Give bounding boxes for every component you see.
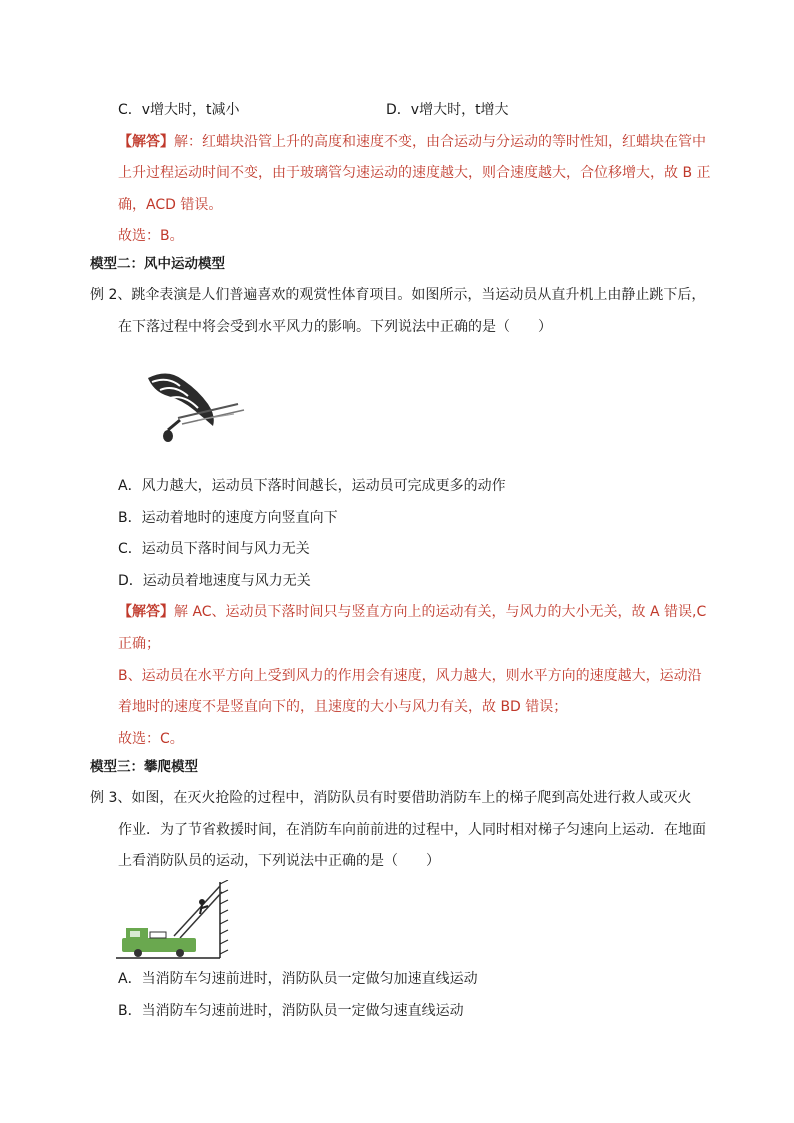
model2-option-c: C．运动员下落时间与风力无关	[118, 541, 310, 557]
model2-heading: 模型二：风中运动模型	[90, 256, 225, 272]
answer-tag: 【解答】	[118, 604, 174, 620]
model3-option-a: A．当消防车匀速前进时，消防队员一定做匀加速直线运动	[118, 971, 478, 987]
model2-answer-line-3: B、运动员在水平方向上受到风力的作用会有速度，风力越大，则水平方向的速度越大，运动沿	[118, 668, 702, 684]
ex1-answer-line-3: 确，ACD 错误。	[118, 197, 223, 213]
model2-question-line-2: 在下落过程中将会受到水平风力的影响。下列说法中正确的是（ ）	[118, 319, 552, 335]
model2-option-b: B．运动着地时的速度方向竖直向下	[118, 510, 338, 526]
model2-question-line-1: 例 2、跳伞表演是人们普遍喜欢的观赏性体育项目。如图所示，当运动员从直升机上由静止跳下后，	[90, 287, 706, 303]
model2-answer-line-4: 着地时的速度不是竖直向下的，且速度的大小与风力有关，故 BD 错误；	[118, 699, 568, 715]
model2-option-a: A．风力越大，运动员下落时间越长，运动员可完成更多的动作	[118, 478, 506, 494]
model3-heading: 模型三：攀爬模型	[90, 759, 198, 775]
option-c: C．v增大时，t减小	[118, 102, 240, 118]
model2-answer-line-1: 【解答】解 AC、运动员下落时间只与竖直方向上的运动有关，与风力的大小无关，故 A 错误,C	[118, 604, 707, 620]
model2-option-d: D．运动员着地速度与风力无关	[118, 573, 311, 589]
fire-truck-figure	[116, 880, 232, 962]
model3-option-b: B．当消防车匀速前进时，消防队员一定做匀速直线运动	[118, 1003, 464, 1019]
model3-question-line-1: 例 3、如图，在灭火抢险的过程中，消防队员有时要借助消防车上的梯子爬到高处进行救人或灭火	[90, 790, 692, 806]
skydiver-figure	[138, 368, 250, 450]
model3-question-line-3: 上看消防队员的运动，下列说法中正确的是（ ）	[118, 853, 440, 869]
ex1-answer-choice: 故选：B。	[118, 228, 184, 244]
model2-answer-choice: 故选：C。	[118, 731, 184, 747]
ex1-answer-line-1: 【解答】解：红蜡块沿管上升的高度和速度不变，由合运动与分运动的等时性知，红蜡块在管中	[118, 134, 706, 150]
option-d: D．v增大时，t增大	[386, 102, 509, 118]
model3-question-line-2: 作业．为了节省救援时间，在消防车向前前进的过程中，人同时相对梯子匀速向上运动．在地面	[118, 822, 706, 838]
ex1-answer-line-2: 上升过程运动时间不变，由于玻璃管匀速运动的速度越大，则合速度越大，合位移增大，故 B 正	[118, 165, 711, 181]
model2-answer-line-2: 正确；	[118, 636, 160, 652]
answer-tag: 【解答】	[118, 134, 174, 150]
